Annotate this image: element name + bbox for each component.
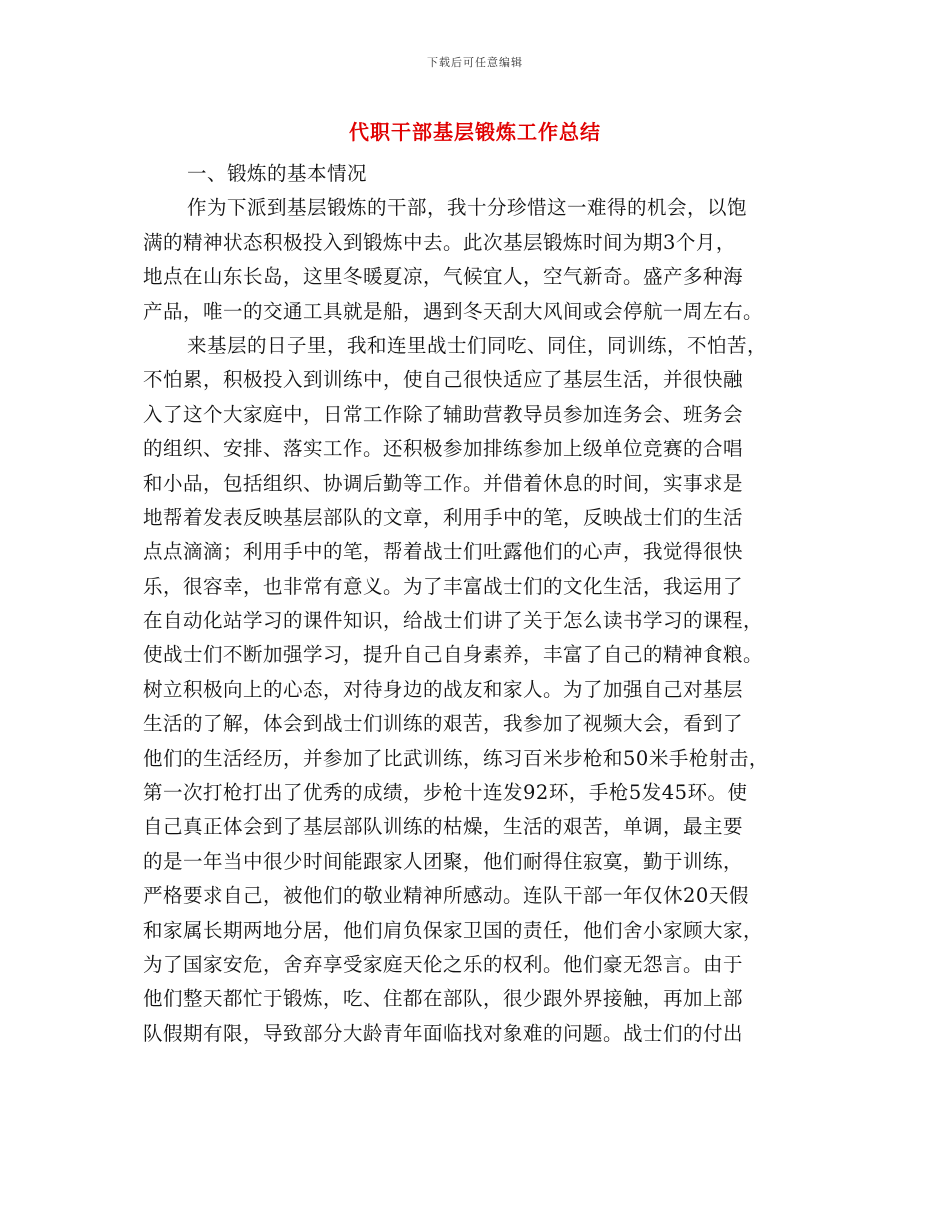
document-body <box>143 157 811 1051</box>
body-line: 严格要求自己，被他们的敬业精神所感动。连队干部一年仅休20天假 <box>143 884 749 908</box>
body-line: 满的精神状态积极投入到锻炼中去。此次基层锻炼时间为期3个月， <box>143 230 736 254</box>
body-line: 入了这个大家庭中，日常工作除了辅助营教导员参加连务会、班务会 <box>143 402 744 426</box>
body-line: 生活的了解，体会到战士们训练的艰苦，我参加了视频大会，看到了 <box>143 712 744 736</box>
body-line: 他们整天都忙于锻炼，吃、住都在部队，很少跟外界接触，再加上部 <box>143 987 744 1011</box>
body-line: 自己真正体会到了基层部队训练的枯燥，生活的艰苦，单调，最主要 <box>143 815 744 839</box>
body-line: 点点滴滴；利用手中的笔，帮着战士们吐露他们的心声，我觉得很快 <box>143 540 744 564</box>
body-line: 不怕累，积极投入到训练中，使自己很快适应了基层生活，并很快融 <box>143 368 744 392</box>
body-line: 和小品，包括组织、协调后勤等工作。并借着休息的时间，实事求是 <box>143 471 744 495</box>
document-title: 代职干部基层锻炼工作总结 <box>349 120 601 144</box>
body-line: 为了国家安危，舍弃享受家庭天伦之乐的权利。他们豪无怨言。由于 <box>143 952 744 976</box>
body-line: 树立积极向上的心态，对待身边的战友和家人。为了加强自己对基层 <box>143 677 744 701</box>
body-line: 的是一年当中很少时间能跟家人团聚，他们耐得住寂寞，勤于训练， <box>143 849 744 873</box>
body-line: 地帮着发表反映基层部队的文章，利用手中的笔，反映战士们的生活 <box>143 505 744 529</box>
body-line: 队假期有限，导致部分大龄青年面临找对象难的问题。战士们的付出 <box>143 1021 744 1045</box>
body-line: 一、锻炼的基本情况 <box>187 162 368 185</box>
body-line: 第一次打枪打出了优秀的成绩，步枪十连发92环，手枪5发45环。使 <box>143 781 748 805</box>
body-line: 乐，很容幸，也非常有意义。为了丰富战士们的文化生活，我运用了 <box>143 574 744 598</box>
header-note: 下载后可任意编辑 <box>427 56 523 69</box>
body-line: 作为下派到基层锻炼的干部，我十分珍惜这一难得的机会，以饱 <box>187 196 748 220</box>
body-line: 的组织、安排、落实工作。还积极参加排练参加上级单位竞赛的合唱 <box>143 437 744 461</box>
body-line: 和家属长期两地分居，他们肩负保家卫国的责任，他们舍小家顾大家， <box>143 918 764 942</box>
body-line: 地点在山东长岛，这里冬暖夏凉，气候宜人，空气新奇。盛产多种海 <box>143 265 744 289</box>
body-line: 在自动化站学习的课件知识，给战士们讲了关于怎么读书学习的课程， <box>143 609 764 633</box>
body-line: 来基层的日子里，我和连里战士们同吃、同住，同训练，不怕苦， <box>187 333 768 357</box>
body-line: 产品，唯一的交通工具就是船，遇到冬天刮大风间或会停航一周左右。 <box>143 299 764 323</box>
body-line: 他们的生活经历，并参加了比武训练，练习百米步枪和50米手枪射击， <box>143 746 769 770</box>
body-line: 使战士们不断加强学习，提升自己自身素养，丰富了自己的精神食粮。 <box>143 643 764 667</box>
